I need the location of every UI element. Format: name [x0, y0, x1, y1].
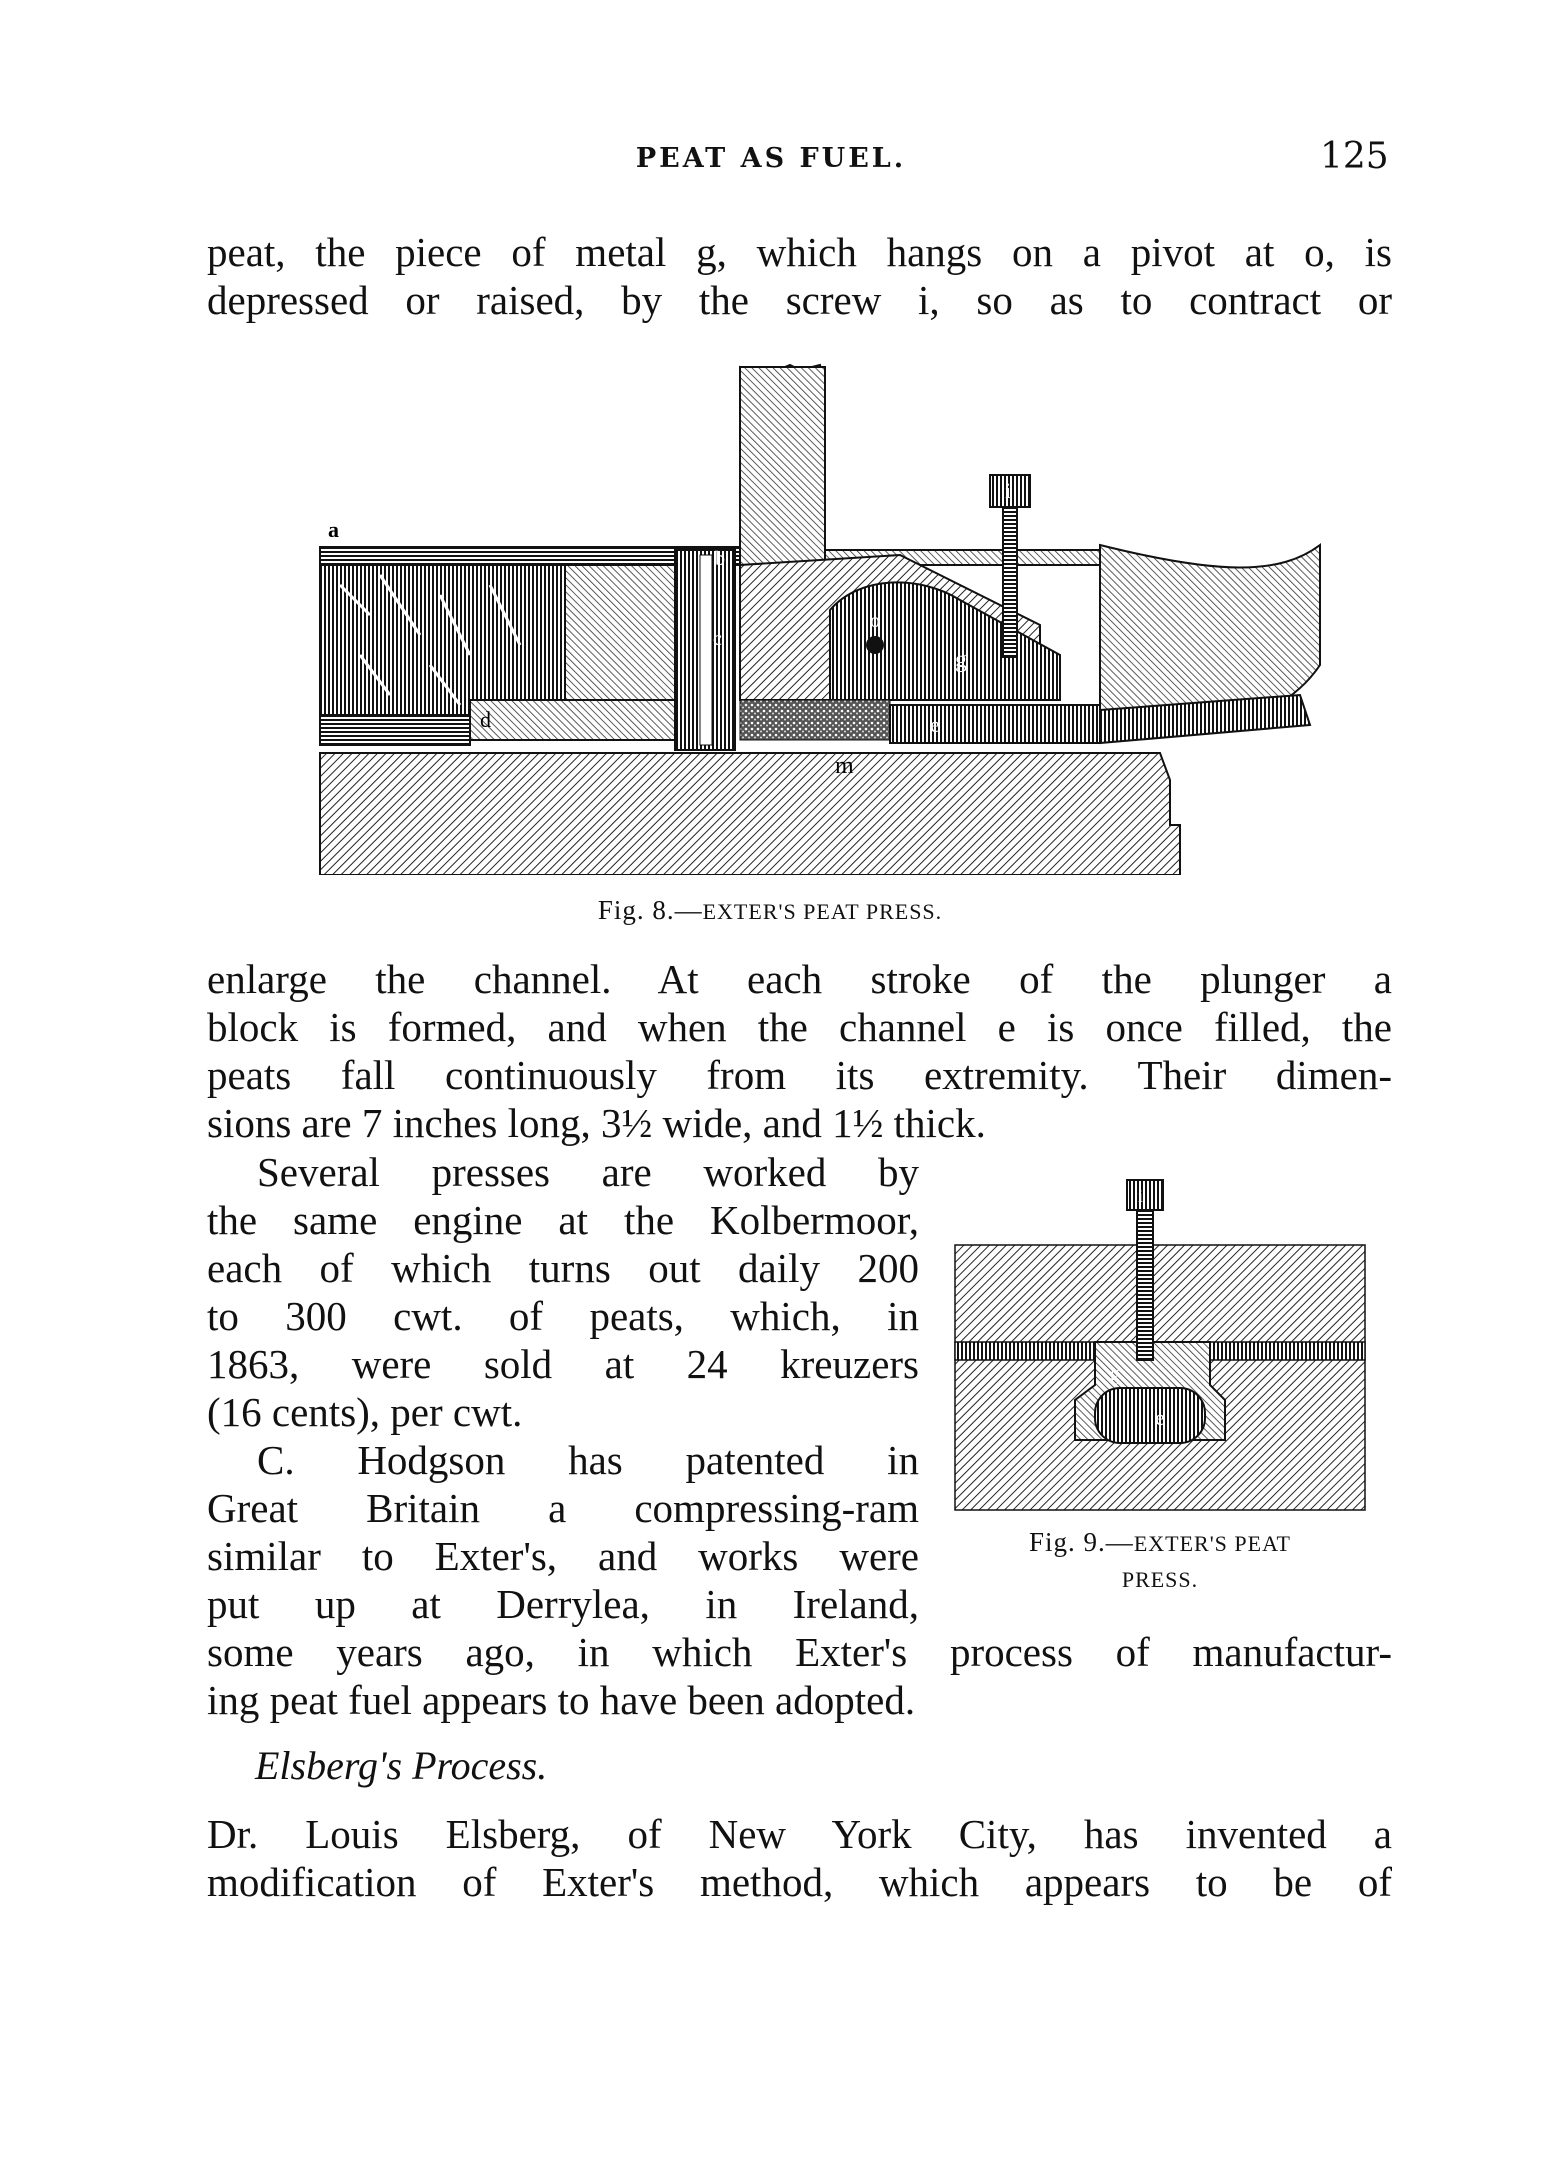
label-o: o [870, 610, 880, 632]
hinged-plate [830, 582, 1060, 700]
label-d: d [480, 707, 491, 732]
label-a: a [328, 517, 339, 542]
text-line: modification of Exter's method, which appears to be of [207, 1859, 1392, 1905]
label-e: e [930, 712, 940, 737]
plunger-block [565, 565, 675, 715]
adjusting-screw [1003, 507, 1017, 657]
label-i: i [1005, 478, 1012, 503]
label-m: m [835, 753, 854, 779]
text-line: Dr. Louis Elsberg, of New York City, has invented a [207, 1811, 1392, 1857]
peat-mass [320, 565, 565, 715]
text-line: C. Hodgson has patented in [257, 1437, 919, 1483]
wrapped-paragraph [207, 1148, 919, 1628]
figure-9-caption-prefix: Fig. 9.— [1029, 1527, 1134, 1557]
text-line: to 300 cwt. of peats, which, in [207, 1293, 919, 1339]
text-line: similar to Exter's, and works were [207, 1533, 919, 1579]
label-c: c [713, 628, 722, 650]
label-b: b [715, 548, 725, 570]
figure-9-caption-title-line2: PRESS. [1121, 1567, 1199, 1592]
figure-8-caption [300, 895, 1240, 926]
plunger-rod [470, 700, 680, 740]
top-paragraph [207, 228, 1392, 324]
label-i: i [1138, 1186, 1144, 1206]
middle-paragraph [207, 955, 1392, 1147]
figure-9-caption [960, 1525, 1360, 1597]
text-line: ing peat fuel appears to have been adopted. [207, 1677, 916, 1723]
pivot-point [866, 636, 884, 654]
text-line: Great Britain a compressing-ram [207, 1485, 919, 1531]
text-line: sions are 7 inches long, 3½ wide, and 1½ thick. [207, 1100, 986, 1146]
text-line: block is formed, and when the channel e is once filled, the [207, 1004, 1392, 1050]
text-line: 1863, were sold at 24 kreuzers [207, 1341, 919, 1387]
continuation-paragraph [207, 1628, 1392, 1724]
text-line: depressed or raised, by the screw i, so as to contract or [207, 277, 1392, 323]
page-number: 125 [1320, 136, 1389, 177]
text-line: the same engine at the Kolbermoor, [207, 1197, 919, 1243]
press-base [320, 753, 1180, 875]
text-line: peat, the piece of metal g, which hangs on a pivot at o, is [207, 229, 1392, 275]
figure-9-caption-title-line1: EXTER'S PEAT [1133, 1531, 1291, 1556]
figure-8-illustration [300, 355, 1330, 875]
text-line: some years ago, in which Exter's process of manufactur- [207, 1629, 1392, 1675]
label-g: g [955, 647, 967, 673]
channel-e [890, 705, 1100, 743]
text-line: enlarge the channel. At each stroke of the plunger a [207, 956, 1392, 1002]
channel-e [1095, 1388, 1205, 1443]
adjusting-screw [1137, 1210, 1153, 1360]
text-line: peats fall continuously from its extremity. Their dimen- [207, 1052, 1392, 1098]
figure-8-caption-title: EXTER'S PEAT PRESS. [702, 899, 943, 924]
compressed-peat [740, 700, 890, 740]
text-line: Several presses are worked by [257, 1149, 919, 1195]
figure-8-caption-prefix: Fig. 8.— [597, 895, 703, 925]
label-e: e [1155, 1405, 1165, 1430]
text-line: each of which turns out daily 200 [207, 1245, 919, 1291]
text-line: put up at Derrylea, in Ireland, [207, 1581, 919, 1627]
figure-9-illustration [945, 1170, 1375, 1515]
adjusting-screw-head [1127, 1180, 1163, 1210]
text-line: (16 cents), per cwt. [207, 1389, 523, 1435]
label-g: g [1110, 1363, 1120, 1385]
section-heading: Elsberg's Process. [255, 1743, 548, 1788]
running-header: PEAT AS FUEL. [635, 143, 907, 174]
final-paragraph [207, 1810, 1392, 1906]
